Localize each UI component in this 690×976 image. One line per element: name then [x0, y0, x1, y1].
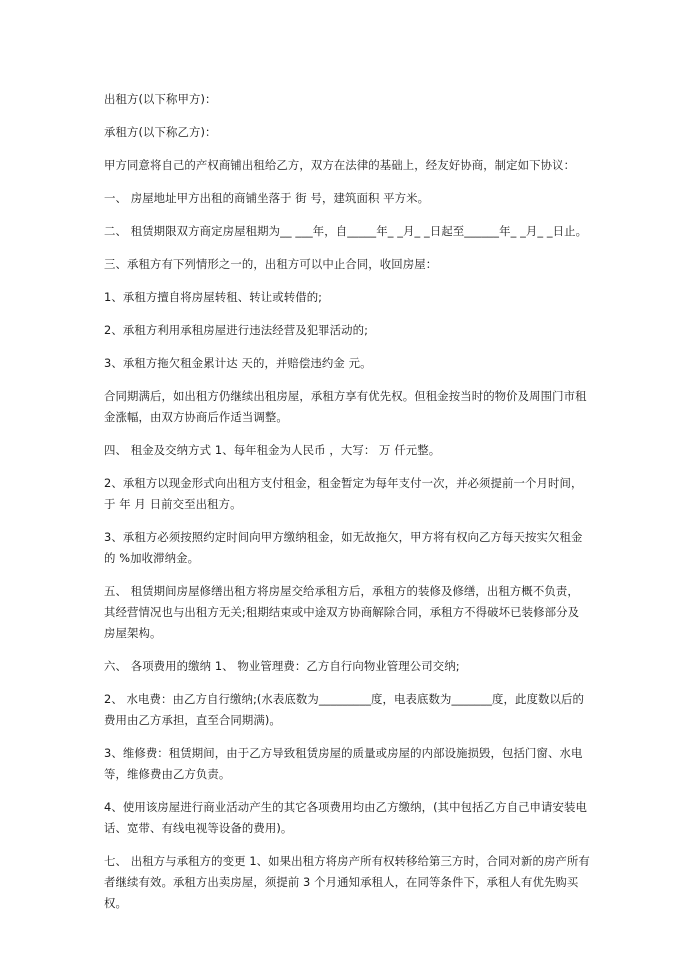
party-a-line: 出租方(以下称甲方)：	[104, 92, 217, 106]
clause-6-fees: 六、 各项费用的缴纳 1、 物业管理费：乙方自行向物业管理公司交纳;	[104, 659, 460, 673]
clause-7-changes: 七、 出租方与承租方的变更 1、如果出租方将房产所有权转移给第三方时，合同对新的房产所有者继续有效。承租方出卖房屋，须提前 3 个月通知承租人，在同等条件下，承租人有优先购买权。	[104, 854, 590, 910]
intro-paragraph: 甲方同意将自己的产权商铺出租给乙方，双方在法律的基础上，经友好协商，制定如下协议：	[104, 158, 576, 172]
clause-6-item-4: 4、使用该房屋进行商业活动产生的其它各项费用均由乙方缴纳，(其中包括乙方自己申请安装电话、宽带、有线电视等设备的费用)。	[104, 800, 588, 835]
clause-4-item-2: 2、承租方以现金形式向出租方支付租金，租金暂定为每年支付一次，并必须提前一个月时间，于 年 月 日前交至出租方。	[104, 476, 583, 511]
clause-4-item-3: 3、承租方必须按照约定时间向甲方缴纳租金，如无故拖欠，甲方将有权向乙方每天按实欠租金的 %加收滞纳金。	[104, 530, 583, 565]
clause-3-item-2: 2、承租方利用承租房屋进行违法经营及犯罪活动的;	[104, 323, 369, 337]
clause-3-item-1: 1、承租方擅自将房屋转租、转让或转借的;	[104, 290, 323, 304]
clause-4-rent: 四、 租金及交纳方式 1、每年租金为人民币 ，大写： 万 仟元整。	[104, 443, 441, 457]
clause-5-repairs: 五、 租赁期间房屋修缮出租方将房屋交给承租方后，承租方的装修及修缮，出租方概不负责，其经营情况也与出租方无关;租期结束或中途双方协商解除合同，承租方不得破坏已装修部分及房屋架构。	[104, 584, 580, 640]
clause-3-item-3: 3、承租方拖欠租金累计达 天的，并赔偿违约金 元。	[104, 356, 372, 370]
renewal-paragraph: 合同期满后，如出租方仍继续出租房屋，承租方享有优先权。但租金按当时的物价及周围门市租金涨幅，由双方协商后作适当调整。	[104, 389, 587, 424]
clause-1-address: 一、 房屋地址甲方出租的商铺坐落于 街 号，建筑面积 平方米。	[104, 191, 430, 205]
clause-6-item-3: 3、维修费：租赁期间，由于乙方导致租赁房屋的质量或房屋的内部设施损毁，包括门窗、水电等，维修费由乙方负责。	[104, 746, 583, 781]
clause-2-term: 二、 租赁期限双方商定房屋租期为__ ___年，自_____年_ _月_ _日起至______年_ _月_ _日止。	[104, 224, 588, 238]
clause-6-item-2: 2、 水电费：由乙方自行缴纳;(水表底数为_________度，电表底数为_______度，此度数以后的费用由乙方承担，直至合同期满)。	[104, 692, 584, 727]
party-b-line: 承租方(以下称乙方)：	[104, 125, 217, 139]
clause-3-termination: 三、承租方有下列情形之一的，出租方可以中止合同，收回房屋：	[104, 257, 438, 271]
